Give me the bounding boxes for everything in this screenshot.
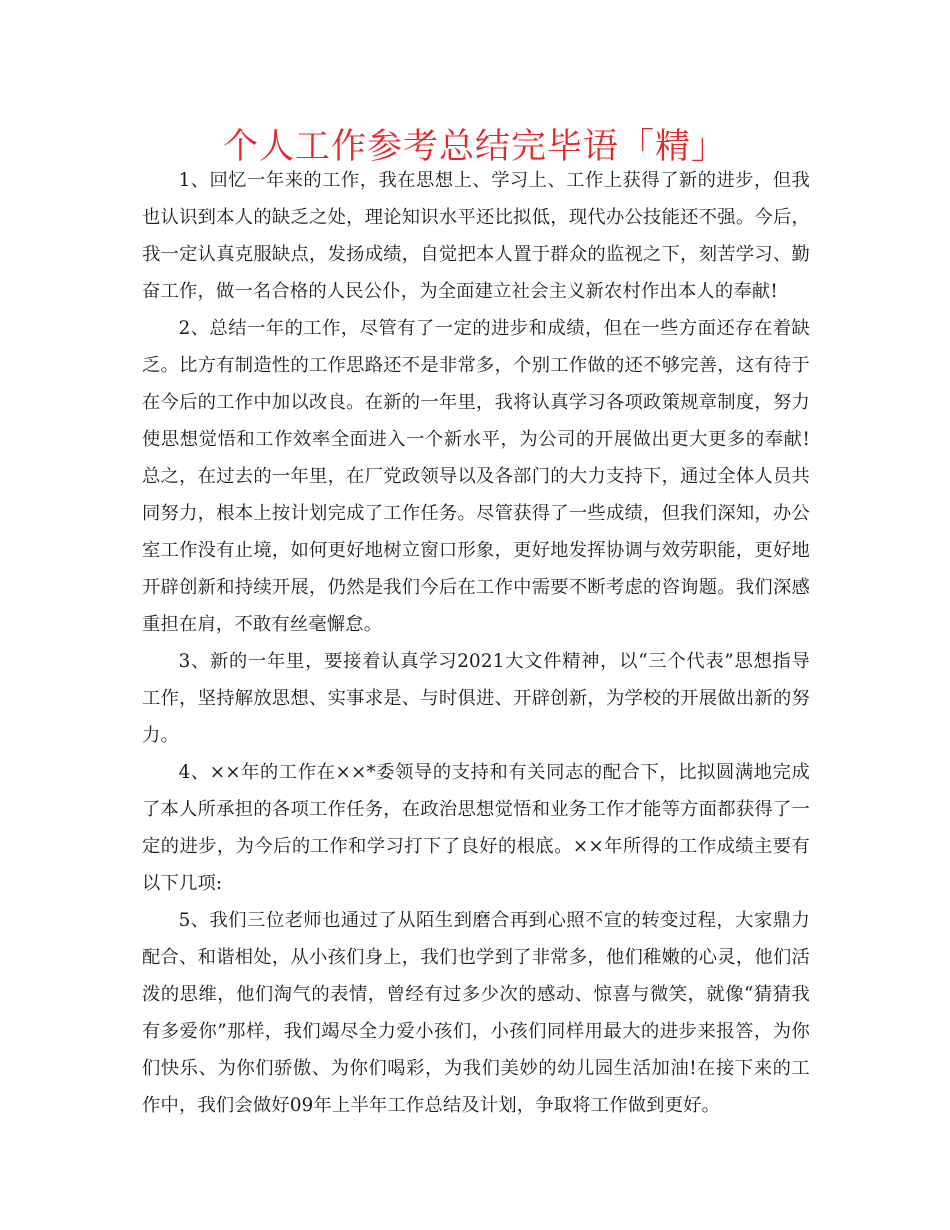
paragraph-1: 1、回忆一年来的工作，我在思想上、学习上、工作上获得了新的进步，但我也认识到本人的缺乏之处，理论知识水平还比拟低，现代办公技能还不强。今后，我一定认真克服缺点，发扬成绩，自觉把本人置于群众的监视之下，刻苦学习、勤奋工作，做一名合格的人民公仆，为全面建立社会主义新农村作出本人的奉献! <box>142 170 810 302</box>
paragraph-5: 5、我们三位老师也通过了从陌生到磨合再到心照不宣的转变过程，大家鼎力配合、和谐相处，从小孩们身上，我们也学到了非常多，他们稚嫩的心灵，他们活泼的思维，他们淘气的表情，曾经有过多少次的感动、惊喜与微笑，就像“猜猜我有多爱你”那样，我们竭尽全力爱小孩们，小孩们同样用最大的进步来报答，为你们快乐、为你们骄傲、为你们喝彩，为我们美妙的幼儿园生活加油!在接下来的工作中，我们会做好09年上半年工作总结及计划，争取将工作做到更好。 <box>142 910 810 1116</box>
document-title: 个人工作参考总结完毕语「精」 <box>222 127 727 167</box>
paragraph-4: 4、××年的工作在××*委领导的支持和有关同志的配合下，比拟圆满地完成了本人所承担的各项工作任务，在政治思想觉悟和业务工作才能等方面都获得了一定的进步，为今后的工作和学习打下了良好的根底。××年所得的工作成绩主要有以下几项: <box>142 762 810 894</box>
paragraph-2: 2、总结一年的工作，尽管有了一定的进步和成绩，但在一些方面还存在着缺乏。比方有制造性的工作思路还不是非常多，个别工作做的还不够完善，这有待于在今后的工作中加以改良。在新的一年里，我将认真学习各项政策规章制度，努力使思想觉悟和工作效率全面进入一个新水平，为公司的开展做出更大更多的奉献!总之，在过去的一年里，在厂党政领导以及各部门的大力支持下，通过全体人员共同努力，根本上按计划完成了工作任务。尽管获得了一些成绩，但我们深知，办公室工作没有止境，如何更好地树立窗口形象，更好地发挥协调与效劳职能，更好地开辟创新和持续开展，仍然是我们今后在工作中需要不断考虑的咨询题。我们深感重担在肩，不敢有丝毫懈怠。 <box>142 318 810 635</box>
document-body <box>142 162 810 1124</box>
paragraph-3: 3、新的一年里，要接着认真学习2021大文件精神，以“三个代表”思想指导工作，坚持解放思想、实事求是、与时俱进、开辟创新，为学校的开展做出新的努力。 <box>142 651 810 746</box>
